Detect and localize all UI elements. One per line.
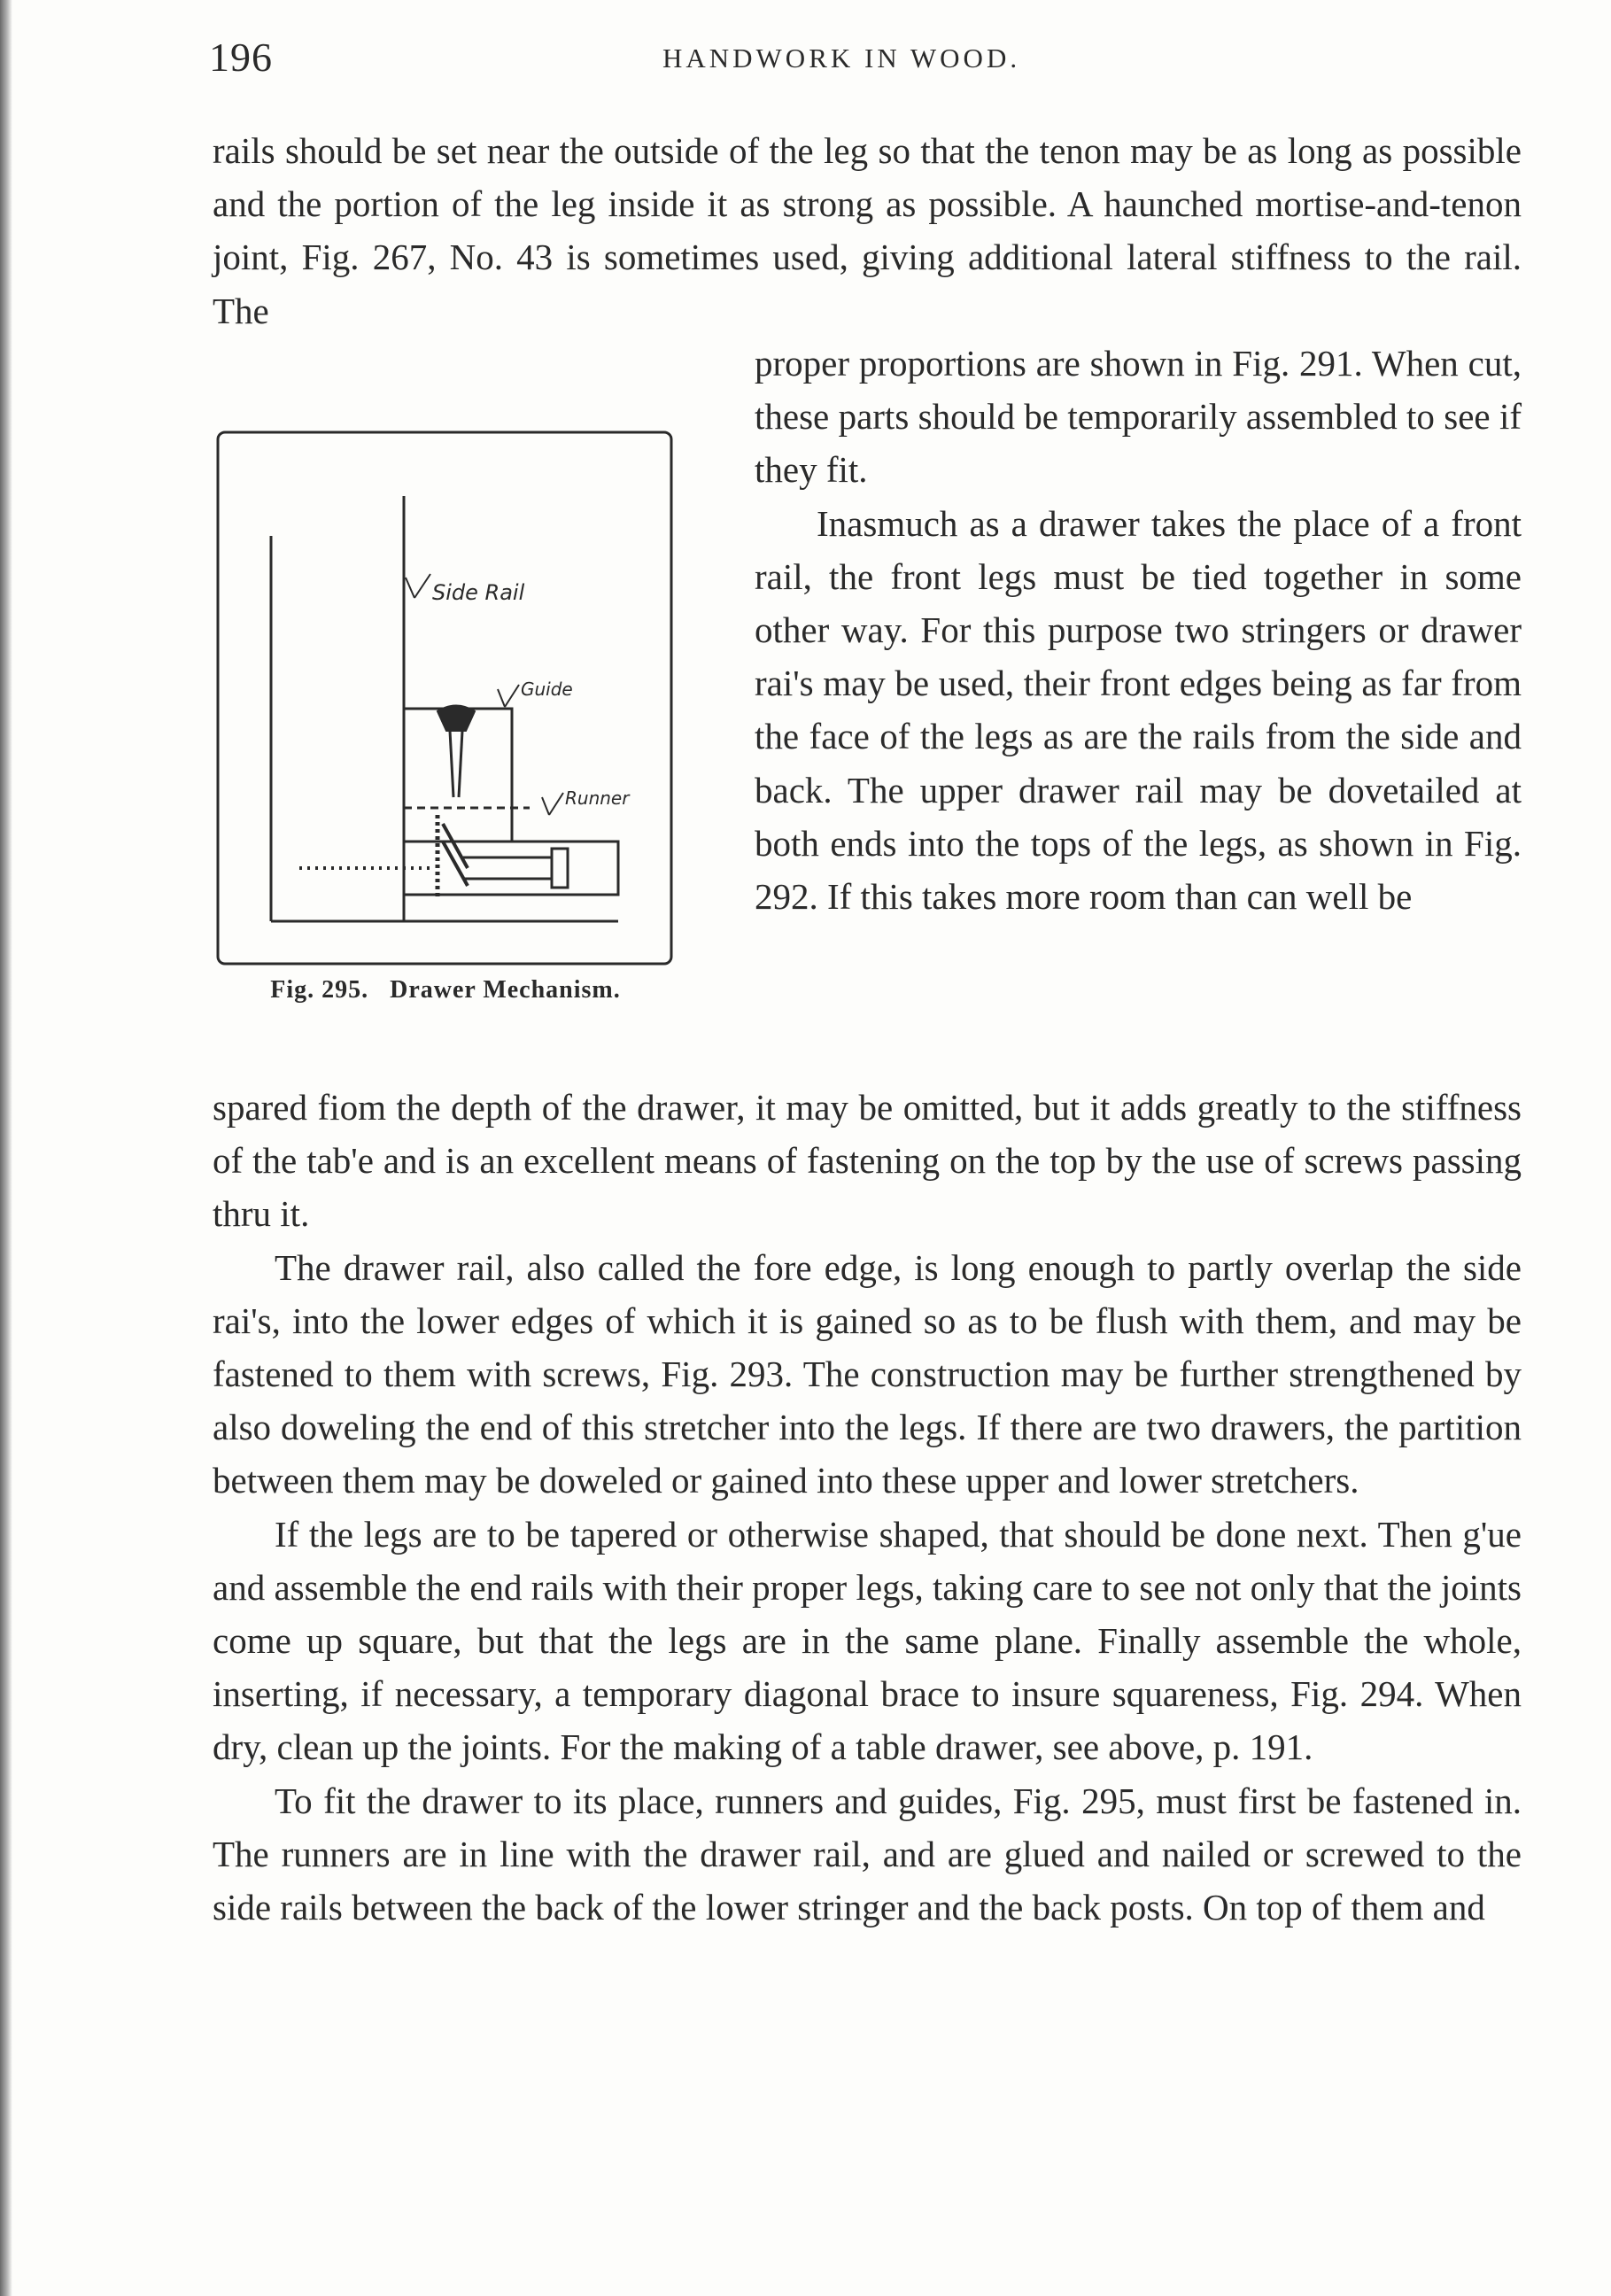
paragraph: If the legs are to be tapered or otherwise shaped, that should be done next. Then g'ue and assemble the end rails with their proper legs, taking care to see not only that the joints come up square, but that the legs are in the same plane. Finally assemble the whole, inserting, if necessary, a temporary diagonal brace to insure squareness, Fig. 294. When dry, clean up the joints. For the making of a table drawer, see above, p. 191.: [213, 1513, 1522, 1768]
figure-drawer-mechanism: [211, 425, 680, 1005]
text-block-side: [755, 337, 1522, 923]
paragraph: The drawer rail, also called the fore edge, is long enough to partly overlap the side rai's, into the lower edges of which it is gained so as to be flush with them, and may be fastened to them with screws, Fig. 293. The construction may be further strengthened by also doweling the end of this stretcher into the legs. If there are two drawers, the partition between them may be doweled or gained into these upper and lower stretchers.: [213, 1246, 1522, 1501]
text-block-bottom: [213, 1081, 1522, 1934]
drawer-mechanism-diagram: [211, 425, 680, 966]
figure-caption-number: Fig. 295.: [270, 976, 369, 1004]
figure-caption-title: Drawer Mechanism.: [390, 976, 621, 1004]
text-block-top: [213, 124, 1522, 337]
paragraph: To fit the drawer to its place, runners and guides, Fig. 295, must first be fastened in. The runners are in line with the drawer rail, and are glued and nailed or screwed to the side rails between the back of the lower stringer and the back posts. On top of them and: [213, 1780, 1522, 1928]
label-side-rail: Side Rail: [432, 580, 525, 605]
paragraph: Inasmuch as a drawer takes the place of a front rail, the front legs must be tied together in some other way. For this purpose two stringers or drawer rai's may be used, their front edges being as far from the face of the legs as are the rails from the side and back. The upper drawer rail may be dovetailed at both ends into the tops of the legs, as shown in Fig. 292. If this takes more room than can well be: [755, 502, 1522, 918]
binding-edge: [0, 0, 12, 2296]
running-head: HANDWORK IN WOOD.: [662, 43, 1021, 74]
paragraph: rails should be set near the outside of the leg so that the tenon may be as long as possible and the portion of the leg inside it as strong as possible. A haunched mortise-and-tenon joint, Fig. 267, No. 43 is sometimes used, giving additional lateral stiffness to the rail. The: [213, 130, 1522, 331]
paragraph: proper proportions are shown in Fig. 291. When cut, these parts should be temporarily assembled to see if they fit.: [755, 343, 1522, 491]
paragraph: spared fiom the depth of the drawer, it may be omitted, but it adds greatly to the stiffness of the tab'e and is an excellent means of fastening on the top by the use of screws passing thru it.: [213, 1087, 1522, 1235]
label-runner: Runner: [565, 787, 630, 809]
figure-caption: [211, 976, 680, 1004]
page-number: 196: [209, 35, 273, 80]
label-guide: Guide: [521, 679, 573, 700]
